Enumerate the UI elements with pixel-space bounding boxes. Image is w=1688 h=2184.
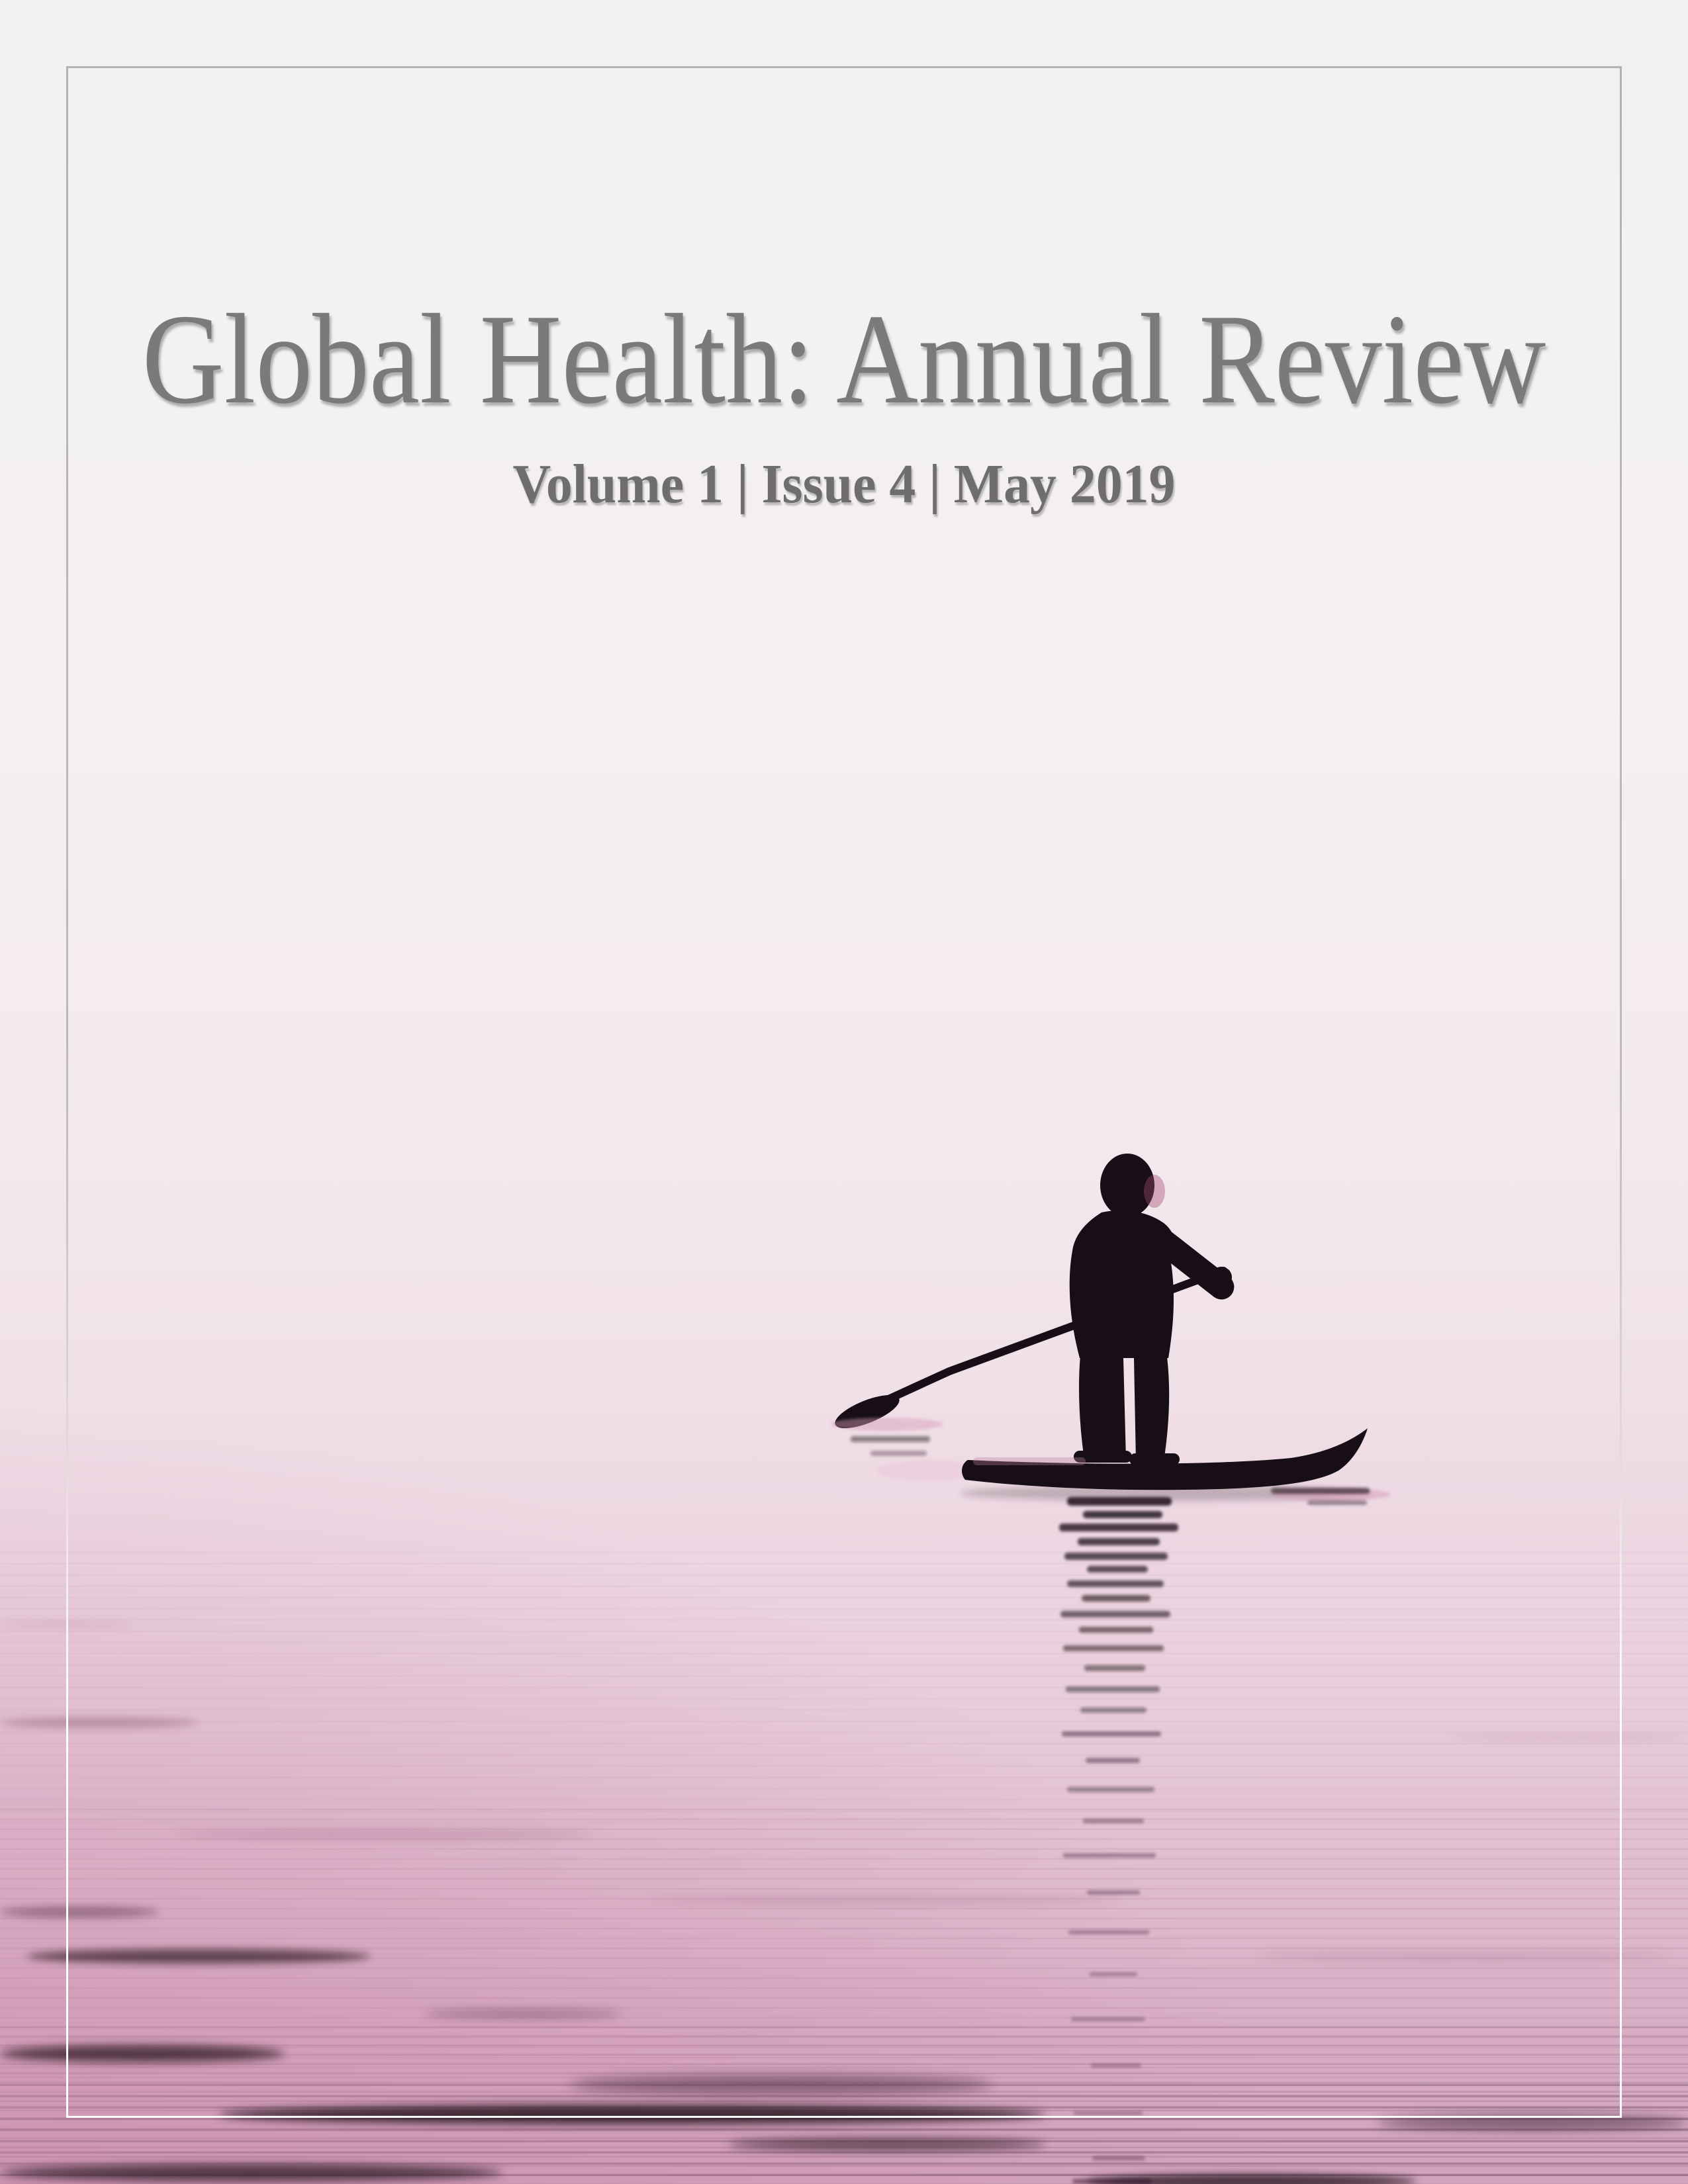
- person-left-leg: [1079, 1355, 1126, 1459]
- person-right-leg: [1134, 1357, 1169, 1461]
- cover-subtitle: Volume 1 | Issue 4 | May 2019: [512, 453, 1176, 515]
- person-hand: [1211, 1267, 1232, 1288]
- board-top-sheen: [973, 1457, 1086, 1465]
- cap-highlight: [1144, 1175, 1165, 1208]
- water-reflection: [831, 1418, 1390, 2184]
- cover-title: Global Health: Annual Review: [142, 288, 1546, 431]
